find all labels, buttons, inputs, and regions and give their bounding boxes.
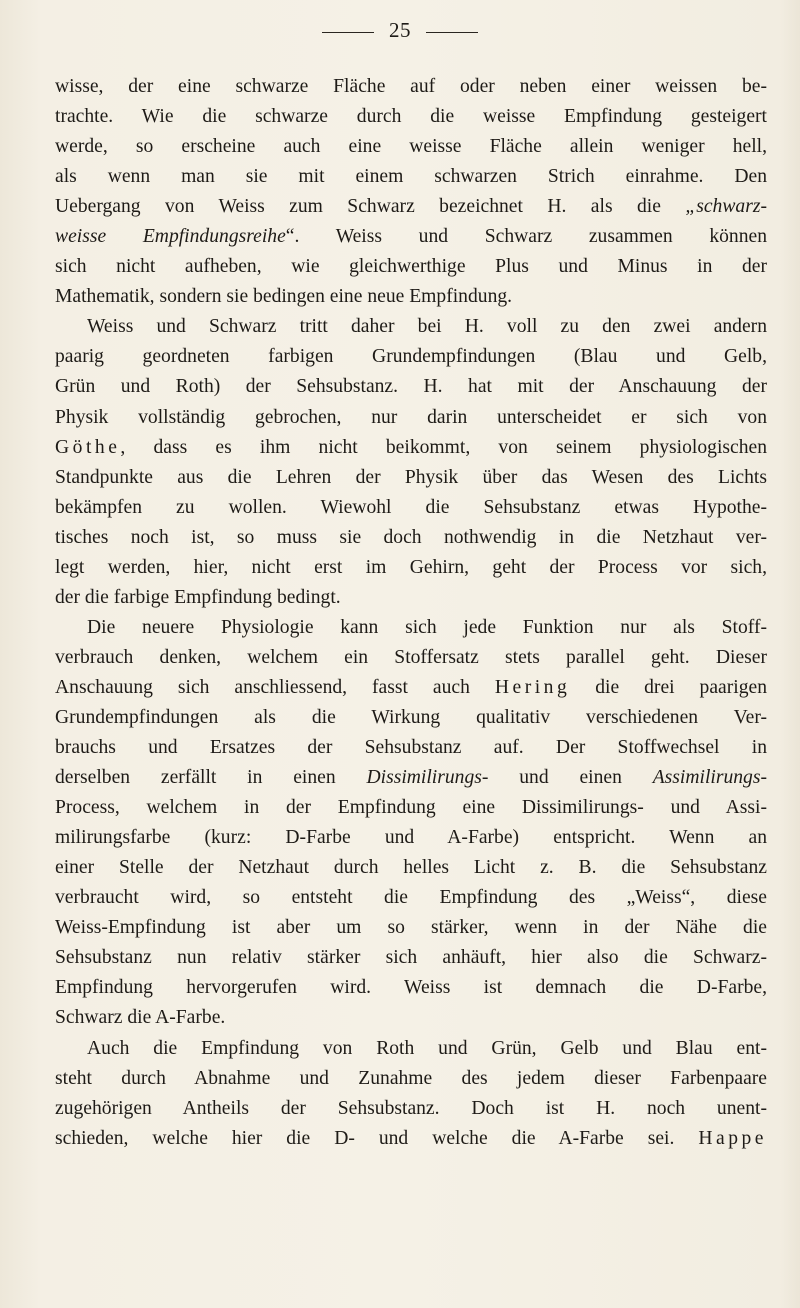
text-line bbox=[55, 643, 767, 673]
line-text: Schwarz die A-Farbe. bbox=[55, 1007, 226, 1029]
line-text: brauchs und Ersatzes der Sehsubstanz auf. Der Stoffwechsel in bbox=[55, 737, 767, 759]
line-text: , dass es ihm nicht beikommt, von seinem physiologischen bbox=[120, 436, 767, 458]
text-line bbox=[55, 1003, 767, 1033]
line-text: steht durch Abnahme und Zunahme des jedem dieser Farbenpaare bbox=[55, 1067, 767, 1089]
line-text: als wenn man sie mit einem schwarzen Strich einrahme. Den bbox=[55, 166, 767, 188]
line-text: tisches noch ist, so muss sie doch nothwendig in die Netzhaut ver- bbox=[55, 526, 767, 548]
line-text: Weiss-Empfindung ist aber um so stärker, wenn in der Nähe die bbox=[55, 917, 767, 939]
text-line bbox=[55, 583, 767, 613]
text-line bbox=[55, 463, 767, 493]
text-line bbox=[55, 282, 767, 312]
text-line bbox=[55, 613, 767, 643]
text-line bbox=[55, 162, 767, 192]
header-rule-left bbox=[322, 32, 374, 33]
text-line bbox=[55, 523, 767, 553]
line-text: verbrauch denken, welchem ein Stoffersatz stets parallel geht. Dieser bbox=[55, 646, 767, 668]
line-text: trachte. Wie die schwarze durch die weisse Empfindung gesteigert bbox=[55, 106, 767, 128]
line-text: derselben zerfällt in einen bbox=[55, 767, 367, 789]
italic-term: weisse Empfindungsreihe bbox=[55, 226, 286, 248]
italic-term: „schwarz- bbox=[685, 196, 767, 218]
text-line bbox=[55, 853, 767, 883]
text-line bbox=[55, 823, 767, 853]
text-line bbox=[55, 883, 767, 913]
line-text: werde, so erscheine auch eine weisse Fläche allein weniger hell, bbox=[55, 136, 767, 158]
text-line bbox=[55, 72, 767, 102]
text-line bbox=[55, 403, 767, 433]
text-line bbox=[55, 673, 767, 703]
line-text: Empfindung hervorgerufen wird. Weiss ist demnach die D-Farbe, bbox=[55, 977, 767, 999]
italic-term: Dissimilirungs- bbox=[366, 767, 489, 789]
page-number: 25 bbox=[389, 17, 411, 42]
line-text: Grün und Roth) der Sehsubstanz. H. hat mit der Anschauung der bbox=[55, 376, 767, 398]
line-text: Mathematik, sondern sie bedingen eine neue Empfindung. bbox=[55, 286, 513, 308]
text-line bbox=[55, 733, 767, 763]
line-text: einer Stelle der Netzhaut durch helles Licht z. B. die Sehsubstanz bbox=[55, 857, 767, 879]
text-line bbox=[55, 793, 767, 823]
text-line bbox=[55, 913, 767, 943]
line-text: der die farbige Empfindung bedingt. bbox=[55, 586, 341, 608]
text-line bbox=[55, 132, 767, 162]
line-text: Process, welchem in der Empfindung eine Dissimilirungs- und Assi- bbox=[55, 797, 767, 819]
text-line bbox=[55, 372, 767, 402]
text-line bbox=[55, 1034, 767, 1064]
text-line bbox=[55, 222, 767, 252]
line-text: “. Weiss und Schwarz zusammen können bbox=[285, 226, 767, 248]
text-line bbox=[55, 1124, 767, 1154]
line-text: Sehsubstanz nun relativ stärker sich anhäuft, hier also die Schwarz- bbox=[55, 947, 767, 969]
text-line bbox=[55, 433, 767, 463]
page-header bbox=[0, 10, 800, 50]
text-line bbox=[55, 312, 767, 342]
line-text: paarig geordneten farbigen Grundempfindungen (Blau und Gelb, bbox=[55, 346, 767, 368]
text-line bbox=[55, 553, 767, 583]
text-line bbox=[55, 493, 767, 523]
line-text: Die neuere Physiologie kann sich jede Funktion nur als Stoff- bbox=[87, 616, 767, 638]
line-text: legt werden, hier, nicht erst im Gehirn, geht der Process vor sich, bbox=[55, 556, 767, 578]
line-text: Weiss und Schwarz tritt daher bei H. voll zu den zwei andern bbox=[87, 316, 767, 338]
line-text: sich nicht aufheben, wie gleichwerthige Plus und Minus in der bbox=[55, 256, 767, 278]
text-line bbox=[55, 102, 767, 132]
line-text: schieden, welche hier die D- und welche die A-Farbe sei. bbox=[55, 1127, 699, 1149]
line-text: milirungsfarbe (kurz: D-Farbe und A-Farbe) entspricht. Wenn an bbox=[55, 827, 767, 849]
line-text: Physik vollständig gebrochen, nur darin unterscheidet er sich von bbox=[55, 406, 767, 428]
line-text: Anschauung sich anschliessend, fasst auch bbox=[55, 676, 495, 698]
text-line bbox=[55, 192, 767, 222]
text-line bbox=[55, 703, 767, 733]
spaced-name: Happe bbox=[698, 1127, 767, 1149]
text-line bbox=[55, 973, 767, 1003]
line-text: Uebergang von Weiss zum Schwarz bezeichnet H. als die bbox=[55, 196, 686, 218]
text-line bbox=[55, 1094, 767, 1124]
body-text bbox=[55, 72, 767, 1154]
text-line bbox=[55, 763, 767, 793]
text-line bbox=[55, 342, 767, 372]
line-text: Grundempfindungen als die Wirkung qualitativ verschiedenen Ver- bbox=[55, 706, 767, 728]
line-text: die drei paarigen bbox=[570, 676, 767, 698]
spaced-name: Hering bbox=[494, 676, 571, 698]
italic-term: Assimilirungs- bbox=[652, 767, 767, 789]
line-text: wisse, der eine schwarze Fläche auf oder neben einer weissen be- bbox=[55, 76, 767, 97]
line-text: verbraucht wird, so entsteht die Empfindung des „Weiss“, diese bbox=[55, 887, 767, 909]
text-line bbox=[55, 943, 767, 973]
header-rule-right bbox=[426, 32, 478, 33]
line-text: und einen bbox=[488, 767, 653, 789]
spaced-name: Göthe bbox=[55, 436, 121, 458]
line-text: bekämpfen zu wollen. Wiewohl die Sehsubstanz etwas Hypothe- bbox=[55, 496, 767, 518]
line-text: Auch die Empfindung von Roth und Grün, Gelb und Blau ent- bbox=[87, 1037, 767, 1059]
text-line bbox=[55, 1064, 767, 1094]
line-text: zugehörigen Antheils der Sehsubstanz. Doch ist H. noch unent- bbox=[55, 1097, 767, 1119]
line-text: Standpunkte aus die Lehren der Physik über das Wesen des Lichts bbox=[55, 466, 767, 488]
text-line bbox=[55, 252, 767, 282]
